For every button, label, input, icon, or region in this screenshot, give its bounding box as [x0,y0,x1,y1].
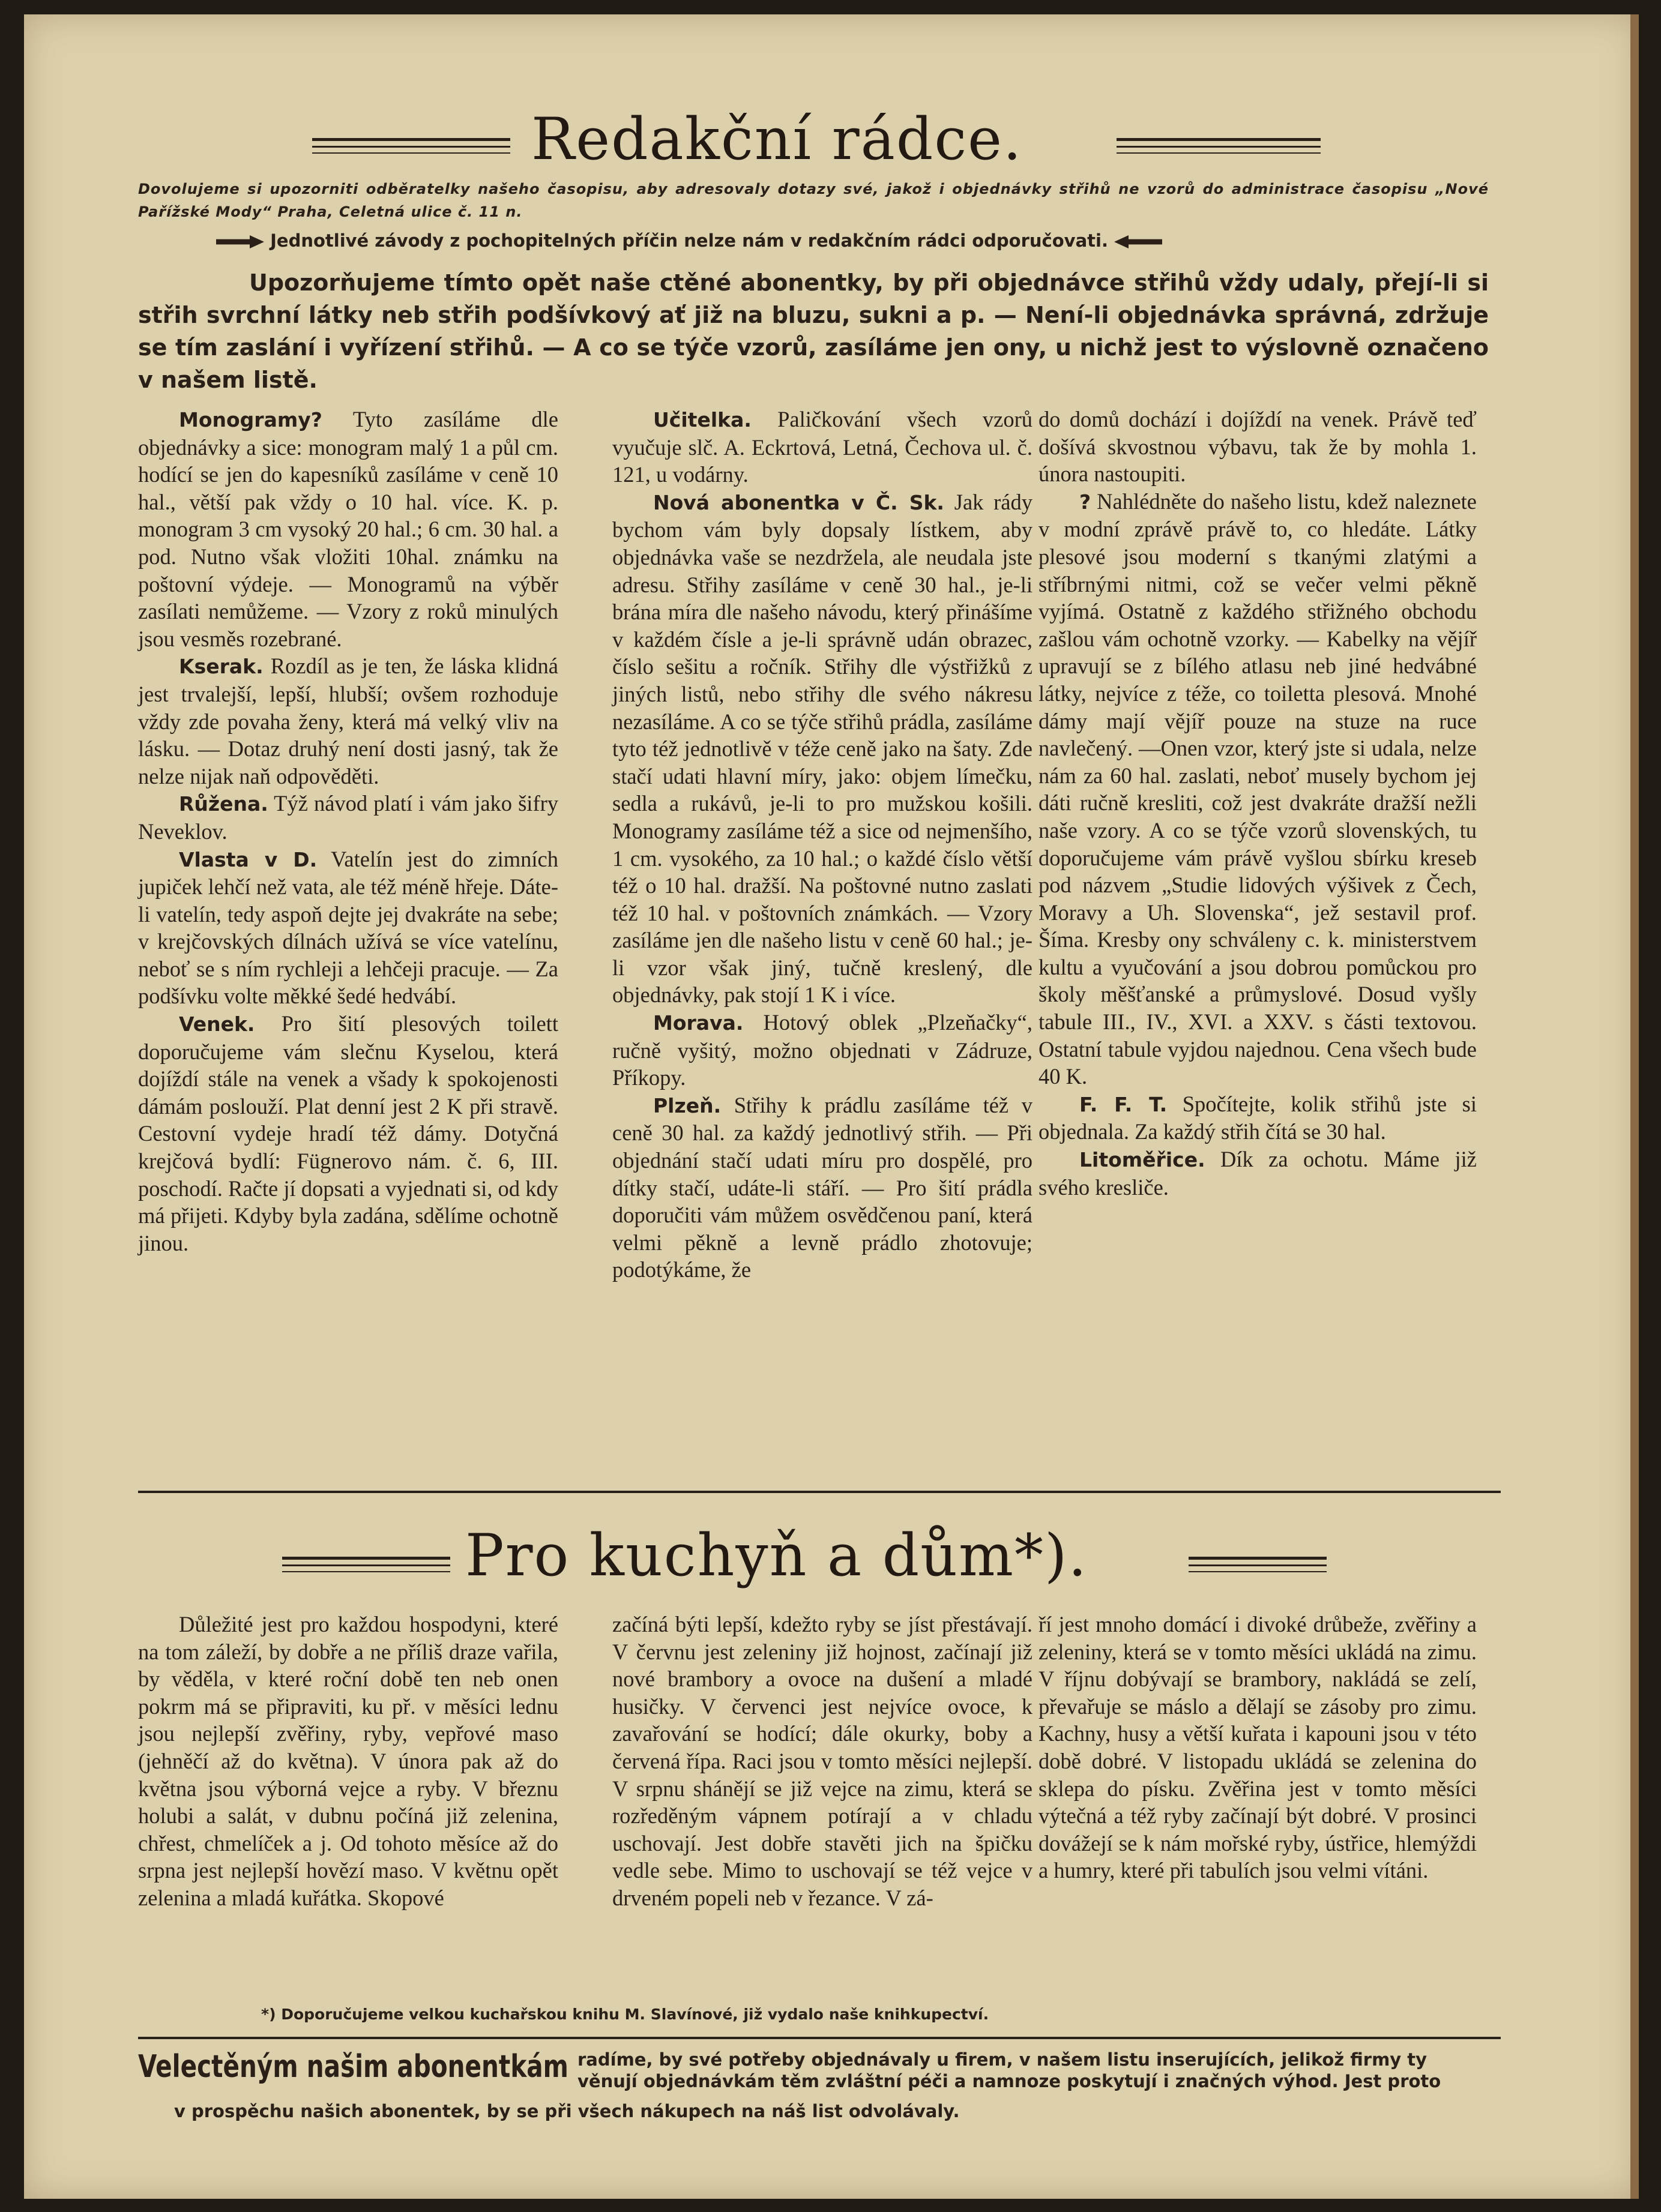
heading-rule-left [282,1557,450,1584]
answer-text: Rozdíl as je ten, že láska klidná jest trvalejší, lepší, hlubší; ovšem rozhoduje vždy zde povaha ženy, která má velký vliv na lásku. — Dotaz druhý není dosti jasný, tak že nelze nijak naň odpověděti. [138,654,558,789]
answer-item [138,790,558,845]
kitchen-column-2 [612,1611,1032,1912]
page [24,14,1639,2199]
answer-name: ? [1079,490,1091,514]
kitchen-text: ří jest mnoho domácí i divoké drůbeže, zvěřiny a zeleniny, která se v tomto měsíci ukládá na zimu. V říjnu dobývají se brambory, nakládá se zelí, převařuje se máslo a dělají se zásoby pro zimu. Kachny, husy a větší kuřata i kapouni jsou v této době dobré. V listopadu ukládá se zelenina do sklepa do písku. Zvěřina jest v tomto měsíci výtečná a též ryby začínají být dobré. V prosinci dovážejí se k nám mořské ryby, ústřice, hlemýždi a humry, které při tabulích jsou velmi vítáni. [1039,1612,1477,1883]
page-edge [1630,14,1639,2199]
heading-rule-right [1189,1557,1327,1584]
answers-column-2 [612,406,1032,1284]
factories-notice: Jednotlivé závody z pochopitelných příčin nelze nám v redakčním rádci odporučovati. [270,230,1108,251]
ad-title: Velectěným našim abonentkám [138,2049,568,2085]
answer-name: Venek. [179,1012,255,1036]
answer-name: Růžena. [179,792,268,816]
answers-column-3 [1039,406,1477,1201]
answer-text: Spočítejte, kolik střihů jste si objednala. Za každý střih čítá se 30 hal. [1039,1091,1477,1144]
answer-item [138,846,558,1011]
pointing-hand-icon [216,235,264,248]
answer-name: Vlasta v D. [179,847,318,871]
ad-line-1: radíme, by své potřeby objednávaly u firem, v našem listu inserujících, jelikož firmy ty [577,2049,1427,2070]
ad-line-2: věnují objednávkám těm zvláštní péči a namnoze poskytují i značných výhod. Jest proto [577,2071,1441,2091]
answer-text: Jak rády bychom vám byly dopsaly lístkem, aby objednávka vaše se nezdržela, ale neudala jste adresu. Střihy zasíláme v ceně 30 hal., je-li brána míra dle našeho návodu, který přinášíme v každém čísle a je-li správně udán obrazec, číslo sešitu a ročník. Střihy dle výstřižků z jiných listů, nebo střihy dle svého nákresu nezasíláme. A co se týče střihů prádla, zasíláme tyto též jednotlivě v téže ceně jako na šaty. Zde stačí udati hlavní míry, jako: objem límečku, sedla a rukávů, je-li to pro mužskou košili. Monogramy zasíláme též a sice od nejmenšího, 1 cm. vysokého, za 10 hal.; o každé číslo větší též o 10 hal. dražší. Na poštovné nutno zaslati též 10 hal. v poštovních známkách. — Vzory zasíláme jen dle našeho listu v ceně 60 hal.; je-li vzor však jiný, tučně kreslený, dle objednávky, pak stojí 1 K i více. [612,489,1032,1008]
kitchen-text: Důležité jest pro každou hospodyni, které na tom záleží, by dobře a ne příliš draze vařila, by věděla, v které roční době ten neb onen pokrm má se připraviti, ku př. v měsíci lednu jsou nejlepší zvěřiny, ryby, vepřové maso (jehněčí až do května). V února pak až do května jsou výborná vejce a ryby. V březnu holubi a salát, v dubnu počíná již zelenina, chřest, chmelíček a j. Od tohoto měsíce až do srpna jest nejlepší hovězí maso. V květnu opět zelenina a mladá kuřátka. Skopové [138,1612,558,1910]
heading-rule-right [1117,138,1321,166]
answer-text: Týž návod platí i vám jako šifry Neveklov. [138,791,558,844]
answer-item [1039,1146,1477,1201]
answer-name: Litoměřice. [1079,1148,1205,1172]
answer-name: Monogramy? [179,408,322,431]
editorial-notice: Dovolujeme si upozorniti odběratelky našeho časopisu, aby adresovaly dotazy své, jakož i objednávky střihů ne vzorů do administrace časopisu „Nové Pařížské Mody“ Praha, Celetná ulice č. 11 n. [138,181,1489,220]
section-divider [138,1491,1501,1493]
section-divider [138,2037,1501,2039]
answer-text: do domů dochází i dojíždí na venek. Právě teď došívá skvostnou výbavu, tak že by mohla 1. února nastoupiti. [1039,407,1477,487]
footnote: *) Doporučujeme velkou kuchařskou knihu M. Slavínové, již vydalo naše knihkupectví. [261,2006,989,2023]
answer-item [138,652,558,790]
answer-text: Tyto zasíláme dle objednávky a sice: monogram malý 1 a půl cm. hodící se jen do kapesníků zasíláme v ceně 10 hal., větší pak vždy o 10 hal. více. K. p. monogram 3 cm vysoký 20 hal.; 6 cm. 30 hal. a pod. Nutno však vložiti 10hal. známku na poštovní výdeje. — Monogramů na výběr zasílati nemůžeme. — Vzory z roků minulých jsou vesměs rozebrané. [138,407,558,651]
kitchen-column-3 [1039,1611,1477,1884]
answer-item [612,1092,1032,1284]
answer-item [1039,1090,1477,1146]
answer-text: Pro šití plesových toilett doporučujeme vám slečnu Kyselou, která dojíždí stále na venek a všady k spokojenosti dámám poslouží. Plat denní jest 2 K při stravě. Cestovní vydeje hradí též dámy. Dotyčná krejčová bydlí: Fügnerovo nám. č. 6, III. poschodí. Račte jí dopsati a vyjednati si, od kdy má přijeti. Kdyby byla zadána, sdělíme ochotně jinou. [138,1011,558,1255]
answer-item [1039,406,1477,488]
answer-name: Morava. [653,1011,744,1035]
announcement: Upozorňujeme tímto opět naše ctěné abonentky, by při objednávce střihů vždy udaly, přejí-li si střih svrchní látky neb střih podšívkový ať již na bluzu, sukni a p. — Není-li objednávka správná, zdržuje se tím zaslání i vyřízení střihů. — A co se týče vzorů, zasíláme jen ony, u nichž jest to výslovně označeno v našem listě. [138,269,1489,393]
answer-name: Nová abonentka v Č. Sk. [653,490,944,514]
answer-text: Hotový oblek „Plzeňačky“, ručně vyšitý, možno objednati v Zádruze, Příkopy. [612,1010,1032,1090]
answer-text: Nahlédněte do našeho listu, kdež naleznete v modní zprávě právě to, co hledáte. Látky plesové jsou moderní s tkanými zlatými a stříbrnými nitmi, což se večer velmi pěkně vyjímá. Ostatně z každého střižného obchodu zašlou vám ochotně vzorky. — Kabelky na vějíř upravují se z bílého atlasu neb jiné hedvábné látky, nejvíce z téže, co toiletta plesová. Mnohé dámy mají vějíř pouze na stuze na ruce navlečený. —Onen vzor, který jste si udala, nelze nám za 60 hal. zaslati, neboť musely bychom jej dáti ručně kresliti, což jest dvakráte dražší nežli naše vzory. A co se týče vzorů slovenských, tu doporučujeme vám právě vyšlou sbírku kreseb pod názvem „Studie lidových výšivek z Čech, Moravy a Uh. Slovenska“, jež sestavil prof. Šíma. Kresby ony schváleny c. k. ministerstvem kultu a vyučování a jsou dobrou pomůckou pro školy měšťanské a průmyslové. Dosud vyšly tabule III., IV., XVI. a XXV. s části textovou. Ostatní tabule vyjdou najednou. Cena všech bude 40 K. [1039,488,1477,1089]
answer-text: Dík za ochotu. Máme již svého kresliče. [1039,1147,1477,1200]
answer-name: Kserak. [179,655,264,679]
answer-text: Vatelín jest do zimních jupiček lehčí než vata, ale též méně hřeje. Dáte-li vatelín, tedy aspoň dejte jej dvakráte na sebe; v krejčovských dílnách užívá se více vatelínu, neboť se s ním rychleji a lehčeji pracuje. — Za podšívku volte měkké šedé hedvábí. [138,846,558,1009]
answer-text: Paličkování všech vzorů vyučuje slč. A. Eckrtová, Letná, Čechova ul. č. 121, u vodárny. [612,407,1032,487]
answer-item [612,1009,1032,1092]
page-title: Redakční rádce. [531,106,1023,173]
answer-text: Střihy k prádlu zasíláme též v ceně 30 hal. za každý jednotlivý střih. — Při objednání stačí udati míru pro dospělé, pro dítky stačí, udáte-li stáří. — Pro šití prádla doporučiti vám můžem osvědčenou paní, která velmi pěkně a levně prádlo zhotovuje; podotýkáme, že [612,1092,1032,1282]
answers-column-1 [138,406,558,1257]
kitchen-column-1 [138,1611,558,1912]
answer-item [138,1010,558,1257]
pointing-hand-icon [1114,235,1162,248]
answer-item [138,406,558,652]
kitchen-text: začíná býti lepší, kdežto ryby se jíst přestávají. V červnu jest zeleniny již hojnost, začínají již nové brambory a ovoce na dušení a mladé husičky. V červenci jest nejvíce ovoce, k zavařování se hodící; dále okurky, boby a červená řípa. Raci jsou v tomto měsíci nejlepší. V srpnu shánějí se již vejce na zimu, která se rozředěným vápnem potírají a v chladu uschovají. Jest dobře stavěti jich na špičku vedle sebe. Mimo to uschovají se též vejce v drveném popeli neb v řezance. V zá- [612,1612,1032,1910]
factories-notice-row [216,230,1162,251]
answer-name: Plzeň. [653,1093,722,1117]
ad-line-3: v prospěchu našich abonentek, by se při všech nákupech na náš list odvolávaly. [174,2101,960,2121]
answer-item [612,406,1032,488]
section-title-kitchen: Pro kuchyň a dům*). [465,1522,1088,1589]
answer-item [612,488,1032,1009]
answer-name: F. F. T. [1079,1092,1168,1116]
answer-name: Učitelka. [653,408,752,431]
heading-rule-left [312,138,510,166]
answer-item [1039,488,1477,1090]
